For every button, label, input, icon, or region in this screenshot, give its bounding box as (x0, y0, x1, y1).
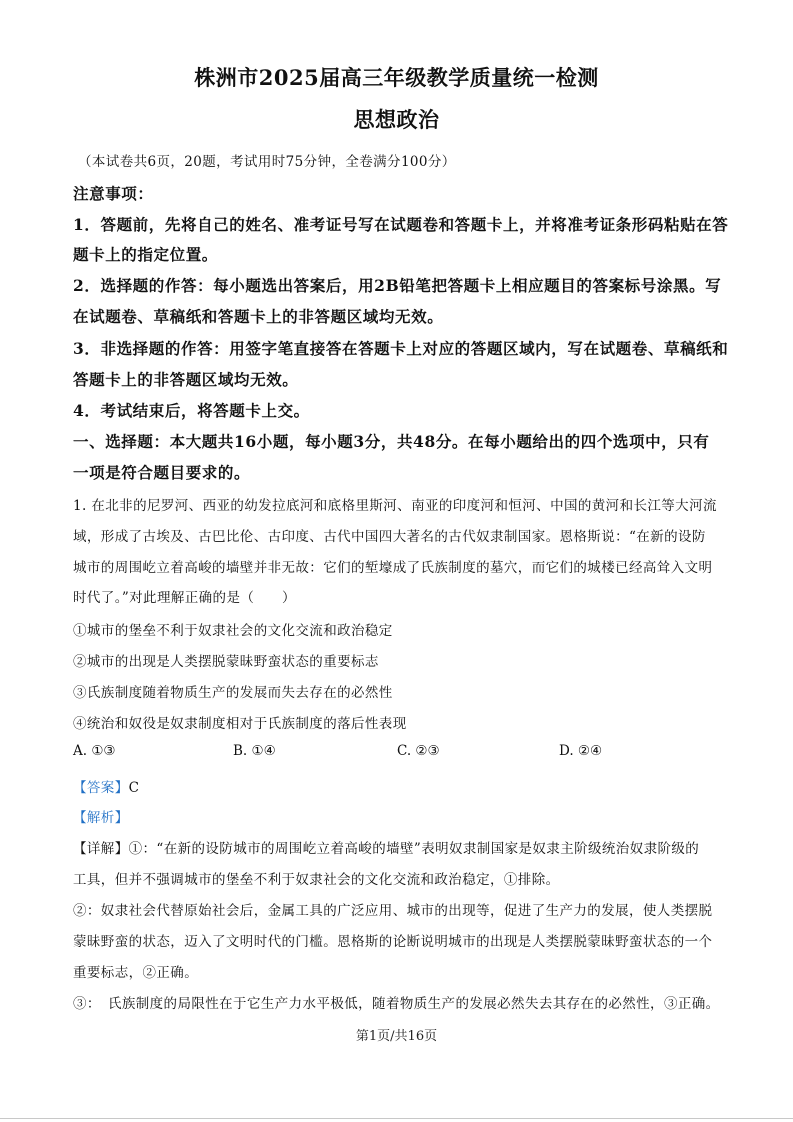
notice-line: 3．非选择题的作答：用签字笔直接答在答题卡上对应的答题区域内，写在试题卷、草稿纸和 (73, 339, 729, 358)
option-d: D. ②④ (559, 743, 603, 759)
notice-line: 答题卡上的非答题区域均无效。 (73, 370, 299, 389)
answer-line (73, 776, 723, 796)
answer-label: 【答案】 (73, 780, 129, 796)
question-stem-line: 时代了。”对此理解正确的是（ ） (73, 590, 296, 606)
option-a: A. ①③ (73, 743, 116, 759)
bottom-divider (0, 1118, 793, 1119)
question-stem-line: 城市的周围屹立着高峻的墙壁并非无故：它们的堑壕成了氏族制度的墓穴，而它们的城楼已经高耸入文明 (73, 560, 713, 576)
notice-line: 题卡上的指定位置。 (73, 245, 218, 264)
exam-title: 株洲市2025届高三年级教学质量统一检测 (194, 65, 599, 90)
notice-line: 2．选择题的作答：每小题选出答案后，用2B铅笔把答题卡上相应题目的答案标号涂黑。写 (73, 276, 722, 295)
notice-heading: 注意事项： (73, 184, 154, 203)
subject-title: 思想政治 (353, 107, 440, 132)
section-heading: 一、选择题：本大题共16小题，每小题3分，共48分。在每小题给出的四个选项中，只有 (73, 432, 710, 451)
statement: ④统治和奴役是奴隶制度相对于氏族制度的落后性表现 (73, 716, 407, 732)
detail-line (73, 837, 723, 857)
notice-line: 在试题卷、草稿纸和答题卡上的非答题区域均无效。 (73, 307, 444, 326)
detail-line: ③： 氏族制度的局限性在于它生产力水平极低，随着物质生产的发展必然失去其存在的必然性，③正确。 (73, 996, 720, 1012)
option-c: C. ②③ (397, 743, 440, 759)
analysis-label: 【解析】 (73, 810, 129, 826)
detail-line: 工具，但并不强调城市的堡垒不利于奴隶社会的文化交流和政治稳定，①排除。 (73, 872, 560, 888)
statement: ①城市的堡垒不利于奴隶社会的文化交流和政治稳定 (73, 623, 393, 639)
answer-value: C (128, 780, 140, 796)
notice-line: 4．考试结束后，将答题卡上交。 (73, 401, 310, 420)
detail-text: ①：“在新的设防城市的周围屹立着高峻的墙壁”表明奴隶制国家是奴隶主阶级统治奴隶阶级的 (128, 841, 700, 857)
option-b: B. ①④ (233, 743, 276, 759)
detail-line: ②：奴隶社会代替原始社会后，金属工具的广泛应用、城市的出现等，促进了生产力的发展，使人类摆脱 (73, 903, 713, 919)
page-footer: 第1页/共16页 (355, 1029, 438, 1044)
question-stem-line: 域，形成了古埃及、古巴比伦、古印度、古代中国四大著名的古代奴隶制国家。恩格斯说：“在新的设防 (73, 529, 706, 545)
analysis-line (73, 806, 723, 826)
statement: ②城市的出现是人类摆脱蒙昧野蛮状态的重要标志 (73, 654, 379, 670)
detail-line: 重要标志，②正确。 (73, 965, 199, 981)
exam-info: （本试卷共6页，20题，考试用时75分钟，全卷满分100分） (78, 154, 456, 170)
section-heading: 一项是符合题目要求的。 (73, 463, 251, 482)
detail-label: 【详解】 (73, 841, 129, 857)
question-stem-line: 1. 在北非的尼罗河、西亚的幼发拉底河和底格里斯河、南亚的印度河和恒河、中国的黄河和长江等大河流 (73, 498, 717, 514)
notice-line: 1．答题前，先将自己的姓名、准考证号写在试题卷和答题卡上，并将准考证条形码粘贴在答 (73, 215, 729, 234)
statement: ③氏族制度随着物质生产的发展而失去存在的必然性 (73, 685, 393, 701)
detail-line: 蒙昧野蛮的状态，迈入了文明时代的门槛。恩格斯的论断说明城市的出现是人类摆脱蒙昧野蛮状态的一个 (73, 934, 713, 950)
